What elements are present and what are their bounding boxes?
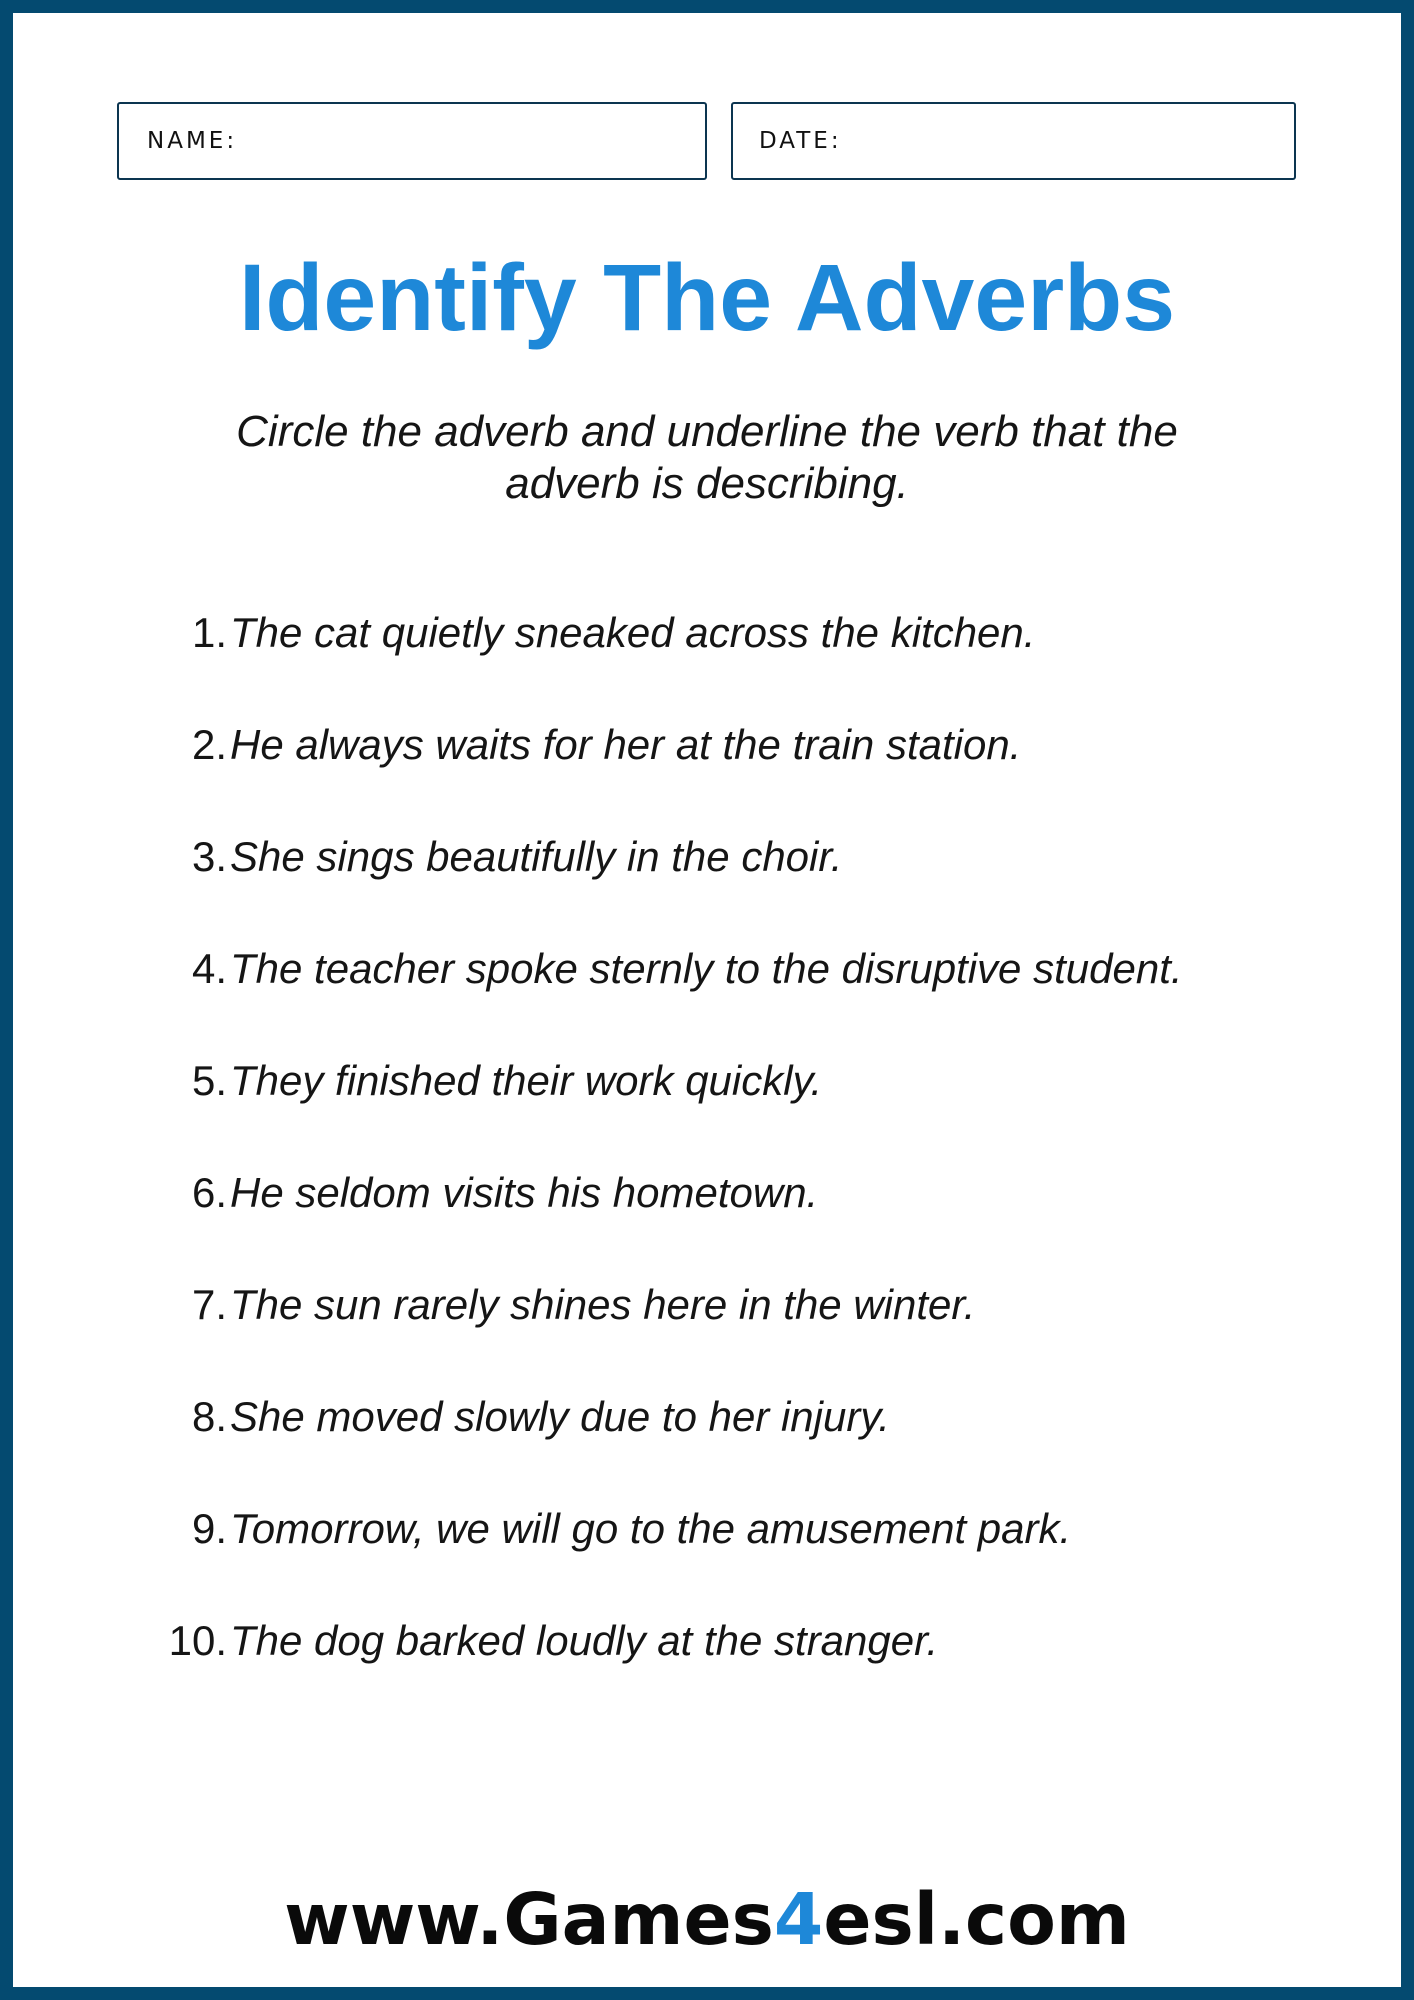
question-number: 5.: [191, 1057, 227, 1104]
question-item: [13, 715, 1401, 827]
footer-url-accent: 4: [773, 1878, 824, 1961]
question-item: [13, 1611, 1401, 1723]
question-number: 2.: [191, 721, 227, 768]
question-text: He seldom visits his hometown.: [230, 1169, 819, 1216]
question-text: The cat quietly sneaked across the kitchen.: [230, 609, 1036, 656]
worksheet-title: Identify The Adverbs: [238, 245, 1176, 351]
question-item: [13, 827, 1401, 939]
question-text: Tomorrow, we will go to the amusement park.: [230, 1505, 1072, 1552]
question-text: They finished their work quickly.: [230, 1057, 823, 1104]
question-item: [13, 1387, 1401, 1499]
question-item: [13, 603, 1401, 715]
question-text: She moved slowly due to her injury.: [230, 1393, 890, 1440]
question-text: He always waits for her at the train station.: [230, 721, 1022, 768]
question-number: 9.: [191, 1505, 227, 1552]
footer-url-suffix: esl.com: [823, 1878, 1130, 1961]
question-number: 1.: [191, 609, 227, 656]
website-footer[interactable]: [13, 1875, 1401, 1965]
question-list: [13, 603, 1401, 1723]
question-item: [13, 1163, 1401, 1275]
question-number: 7.: [191, 1281, 227, 1328]
instructions: Circle the adverb and underline the verb that the adverb is describing.: [236, 407, 1178, 508]
question-text: The sun rarely shines here in the winter.: [230, 1281, 976, 1328]
question-number: 8.: [191, 1393, 227, 1440]
name-field[interactable]: [117, 102, 707, 180]
question-number: 6.: [191, 1169, 227, 1216]
question-number: 4.: [191, 945, 227, 992]
footer-url-prefix: www.Games: [284, 1878, 774, 1961]
date-label: DATE:: [759, 128, 842, 154]
name-label: NAME:: [147, 128, 238, 154]
question-text: The dog barked loudly at the stranger.: [230, 1617, 939, 1664]
question-text: The teacher spoke sternly to the disruptive student.: [230, 945, 1183, 992]
date-field[interactable]: [731, 102, 1296, 180]
question-item: [13, 1499, 1401, 1611]
question-number: 10.: [168, 1617, 227, 1664]
question-text: She sings beautifully in the choir.: [230, 833, 843, 880]
question-item: [13, 939, 1401, 1051]
question-number: 3.: [191, 833, 227, 880]
question-item: [13, 1275, 1401, 1387]
question-item: [13, 1051, 1401, 1163]
